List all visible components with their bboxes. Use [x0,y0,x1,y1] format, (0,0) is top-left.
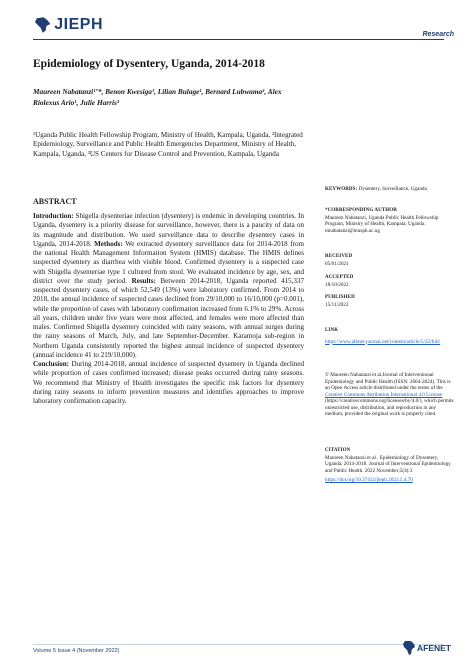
header-rule [33,39,444,40]
logo-text: JIEPH [54,16,103,33]
license-link[interactable]: Creative Commons Attribution International 4.0 License [325,391,443,398]
afenet-logo-text: AFENET [417,643,451,653]
methods-label: Methods: [91,239,123,248]
accepted-label: ACCEPTED [325,275,354,280]
published-date: 15/11/2022 [325,301,349,308]
author-line: Maureen Nabatanzi¹ʼ*, Benon Kwesiga¹, Lilian Bulage¹, Bernard Lubwama², Alex [33,87,282,96]
intro-label: Introduction: [33,212,74,220]
accepted-block [325,275,455,288]
results-label: Results: [127,276,156,285]
accepted-date: 18/10/2022 [325,281,349,288]
received-date: 05/01/2021 [325,260,349,267]
corresponding-author-block [325,208,455,234]
footer-rule [33,644,444,645]
keywords-block [325,186,455,194]
citation-label: CITATION [325,448,351,453]
link-label: LINK [325,328,339,333]
article-title: Epidemiology of Dysentery, Uganda, 2014-2018 [33,58,265,70]
license-text-2: (https://creativecommons.org/licenses/by/4.0/), which permits unrestricted use, distribution, and reproduction in any medium, provided the original work is properly cited. [325,398,454,417]
citation-text: Maureen Nabatanzi et al . Epidemiology of Dysentery, Uganda, 2014-2018. Journal of Interventional Epidemiology and Public Health. 2022 November;5(4):3 [325,454,451,474]
conclusion-text: During 2014-2018, annual incidence of suspected dysentery in Uganda declined while proportion of cases confirmed increased; disease peaks occurred during rainy seasons. We recommend that Ministry of Health investigates the specific risk factors for dysentery during rainy seasons to inform prevention measures and identifies approaches to improve laboratory confirmation capacity. [33,360,304,405]
article-link[interactable]: https://www.afenet-journal.net/content/article/5/22/full/ [325,338,441,345]
conclusion-label: Conclusion: [33,360,70,368]
corresponding-author-label: *CORRESPONDING AUTHOR [325,208,397,213]
issue-info: Volume 5 Issue 4 (November 2022) [33,648,120,654]
journal-logo [33,14,103,36]
abstract-text [33,212,304,406]
affiliations: ¹Uganda Public Health Fellowship Program, Ministry of Health, Kampala, Uganda, ²Integrated Epidemiology, Surveillance and Public Health Emergencies Department, Ministry of Health, Kampala, Uganda, ³US Centers for Disease Control and Prevention, Kampala, Uganda [33,131,303,158]
methods-text: We extracted dysentery surveillance data for 2014-2018 from the national Health Management Information System (HMIS) database. The HMIS defines suspected dysentery as diarrhea with visible blood. Confirmed dysentery is a suspected case with Shigella dysenteriae type 1 cultured from stool. We evaluated incidence by age, sex, and district over the study period. [33,239,304,285]
keywords-label: KEYWORDS: [325,187,358,192]
results-text: Between 2014-2018, Uganda reported 415,337 suspected dysentery cases, of which 52,549 (13%) were laboratory confirmed. From 2014 to 2018, the annual incidence of suspected cases declined from 29/10,000 to 16/10,000 (p=0.001), while the proportion of cases with laboratory confirmation increased from 6.1% to 29%. Across all years, children under five years were most affected, and females were more affected than males. Confirmed Shigella dysentery coincided with rainy seasons, with annual surges during the rainy seasons of March, July, and late September-December. Karamoja sub-region in Northern Uganda consistently reported the highest annual incidence of suspected dysentery (annual incidence 41 to 219/10,000). [33,276,304,359]
license-text: © Maureen Nabatanzi et al.Journal of Interventional Epidemiology and Public Health (ISSN: 2664-2824). This is an Open Access article distributed under the terms of the [325,372,451,391]
published-block [325,295,455,308]
afenet-logo [402,640,451,656]
author-line: Riolexus Ario¹, Julie Harris³ [33,97,120,107]
license-block [325,372,455,418]
author-list [33,87,333,108]
citation-block [325,448,455,484]
africa-map-icon [33,16,52,34]
africa-map-icon [402,640,416,656]
intro-text: Shigella dysenteriae infection (dysentery) is endemic in developing countries. In Uganda, dysentery is a priority disease for surveillance, however, there is a paucity of data on its magnitude and distribution. We used surveillance data to describe dysentery cases in Uganda, 2014-2018. [33,212,304,248]
doi-link[interactable]: https://doi.org/10.37432/jieph.2022.5.4.70 [325,477,413,483]
received-block [325,254,455,267]
section-label: Research [422,31,454,38]
keywords: Dysentery, Surveillance, Uganda [357,186,427,192]
abstract-heading: ABSTRACT [33,197,77,206]
link-block [325,328,455,345]
published-label: PUBLISHED [325,295,355,300]
corresponding-author-text: Maureen Nabatanzi, Uganda Public Health Fellowship Program, Ministry of Health, Kampala, Uganda. mnabatanzi@musph.ac.ug [325,214,439,234]
received-label: RECEIVED [325,254,353,259]
